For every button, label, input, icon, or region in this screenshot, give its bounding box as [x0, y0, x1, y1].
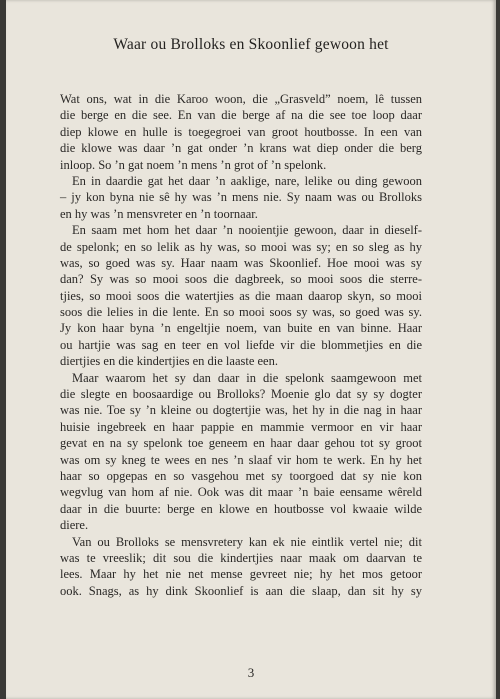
- text-line: inloop. So ’n gat noem ’n mens ’n grot of ’n spelonk.: [60, 157, 327, 172]
- body-text: [60, 91, 422, 599]
- text-line: dan? Sy was so mooi soos die dagbreek, so mooi soos die sterre-: [60, 272, 422, 287]
- text-line: soos die lelies in die lente. En so mooi soos sy was, so goed was sy.: [60, 305, 422, 320]
- text-line: Maar waarom het sy dan daar in die spelonk saamgewoon met: [72, 370, 422, 385]
- text-line: ook. Snags, as hy dink Skoonlief is aan die slaap, dan sit hy sy: [60, 583, 422, 598]
- text-line: En saam met hom het daar ’n nooientjie gewoon, daar in dieself-: [72, 223, 422, 238]
- text-line: En in daardie gat het daar ’n aaklige, nare, lelike ou ding gewoon: [72, 173, 422, 188]
- text-line: lees. Maar hy het nie net mense gevreet nie; hy het mos getoor: [60, 567, 422, 582]
- text-line: die berge en die see. En van die berge af na die see toe loop daar: [60, 108, 422, 123]
- text-line: haar so opgepas en so vasgehou met sy toorgoed dat sy nie kon: [60, 468, 422, 483]
- text-line: Wat ons, wat in die Karoo woon, die „Grasveld” noem, lê tussen: [60, 92, 422, 106]
- text-line: Jy kon haar byna ’n engeltjie noem, van buite en van binne. Haar: [60, 321, 422, 336]
- text-line: Van ou Brolloks se mensvretery kan ek nie eintlik vertel nie; dit: [72, 534, 422, 549]
- text-line: tjies, so mooi soos die watertjies as die maan daarop skyn, so mooi: [60, 288, 422, 303]
- text-line: huisie ingebreek en haar pappie en mammie vermoor en vir haar: [60, 419, 422, 434]
- text-line: die klowe was daar ’n gat onder ’n krans wat diep onder die berg: [60, 141, 422, 156]
- text-line: gevat en na sy spelonk toe geneem en haar daar gehou tot sy groot: [60, 436, 422, 451]
- text-line: was om sy kneg te wees en nes ’n slaaf vir hom te werk. En hy het: [60, 452, 422, 467]
- text-line: ou hartjie was sag en teer en vol liefde vir die blommetjies en die: [60, 337, 422, 352]
- page-number: 3: [247, 665, 255, 680]
- text-line: die slegte en boosaardige ou Brolloks? Moenie glo dat sy sy dogter: [60, 387, 422, 402]
- text-line: was te vreeslik; dit sou die kindertjies naar maak om daarvan te: [60, 550, 422, 565]
- text-line: was nie. Toe sy ’n kleine ou dogtertjie was, het hy in die nag in haar: [60, 403, 422, 418]
- text-line: wegvlug van hom af nie. Ook was dit maar ’n baie eensame wêreld: [60, 485, 422, 500]
- text-line: en hy was ’n mensvreter en ’n toornaar.: [60, 206, 258, 221]
- text-line: diere.: [60, 518, 89, 533]
- text-line: diertjies en die kindertjies en die laaste een.: [60, 354, 278, 369]
- book-page: [6, 0, 496, 699]
- text-line: daar in die buurte: berge en klowe en houtbosse vol kwaaie wilde: [60, 501, 422, 516]
- chapter-title: Waar ou Brolloks en Skoonlief gewoon het: [113, 36, 389, 53]
- text-line: was, so goed was sy. Haar naam was Skoonlief. Hoe mooi was sy: [60, 255, 422, 270]
- text-line: diep klowe en hulle is toegegroei van groot houtbosse. In een van: [60, 124, 422, 139]
- text-line: de spelonk; en so lelik as hy was, so mooi was sy; en so sleg as hy: [60, 239, 422, 254]
- text-line: – jy kon byna nie sê hy was ’n mens nie. Sy naam was ou Brolloks: [60, 190, 422, 205]
